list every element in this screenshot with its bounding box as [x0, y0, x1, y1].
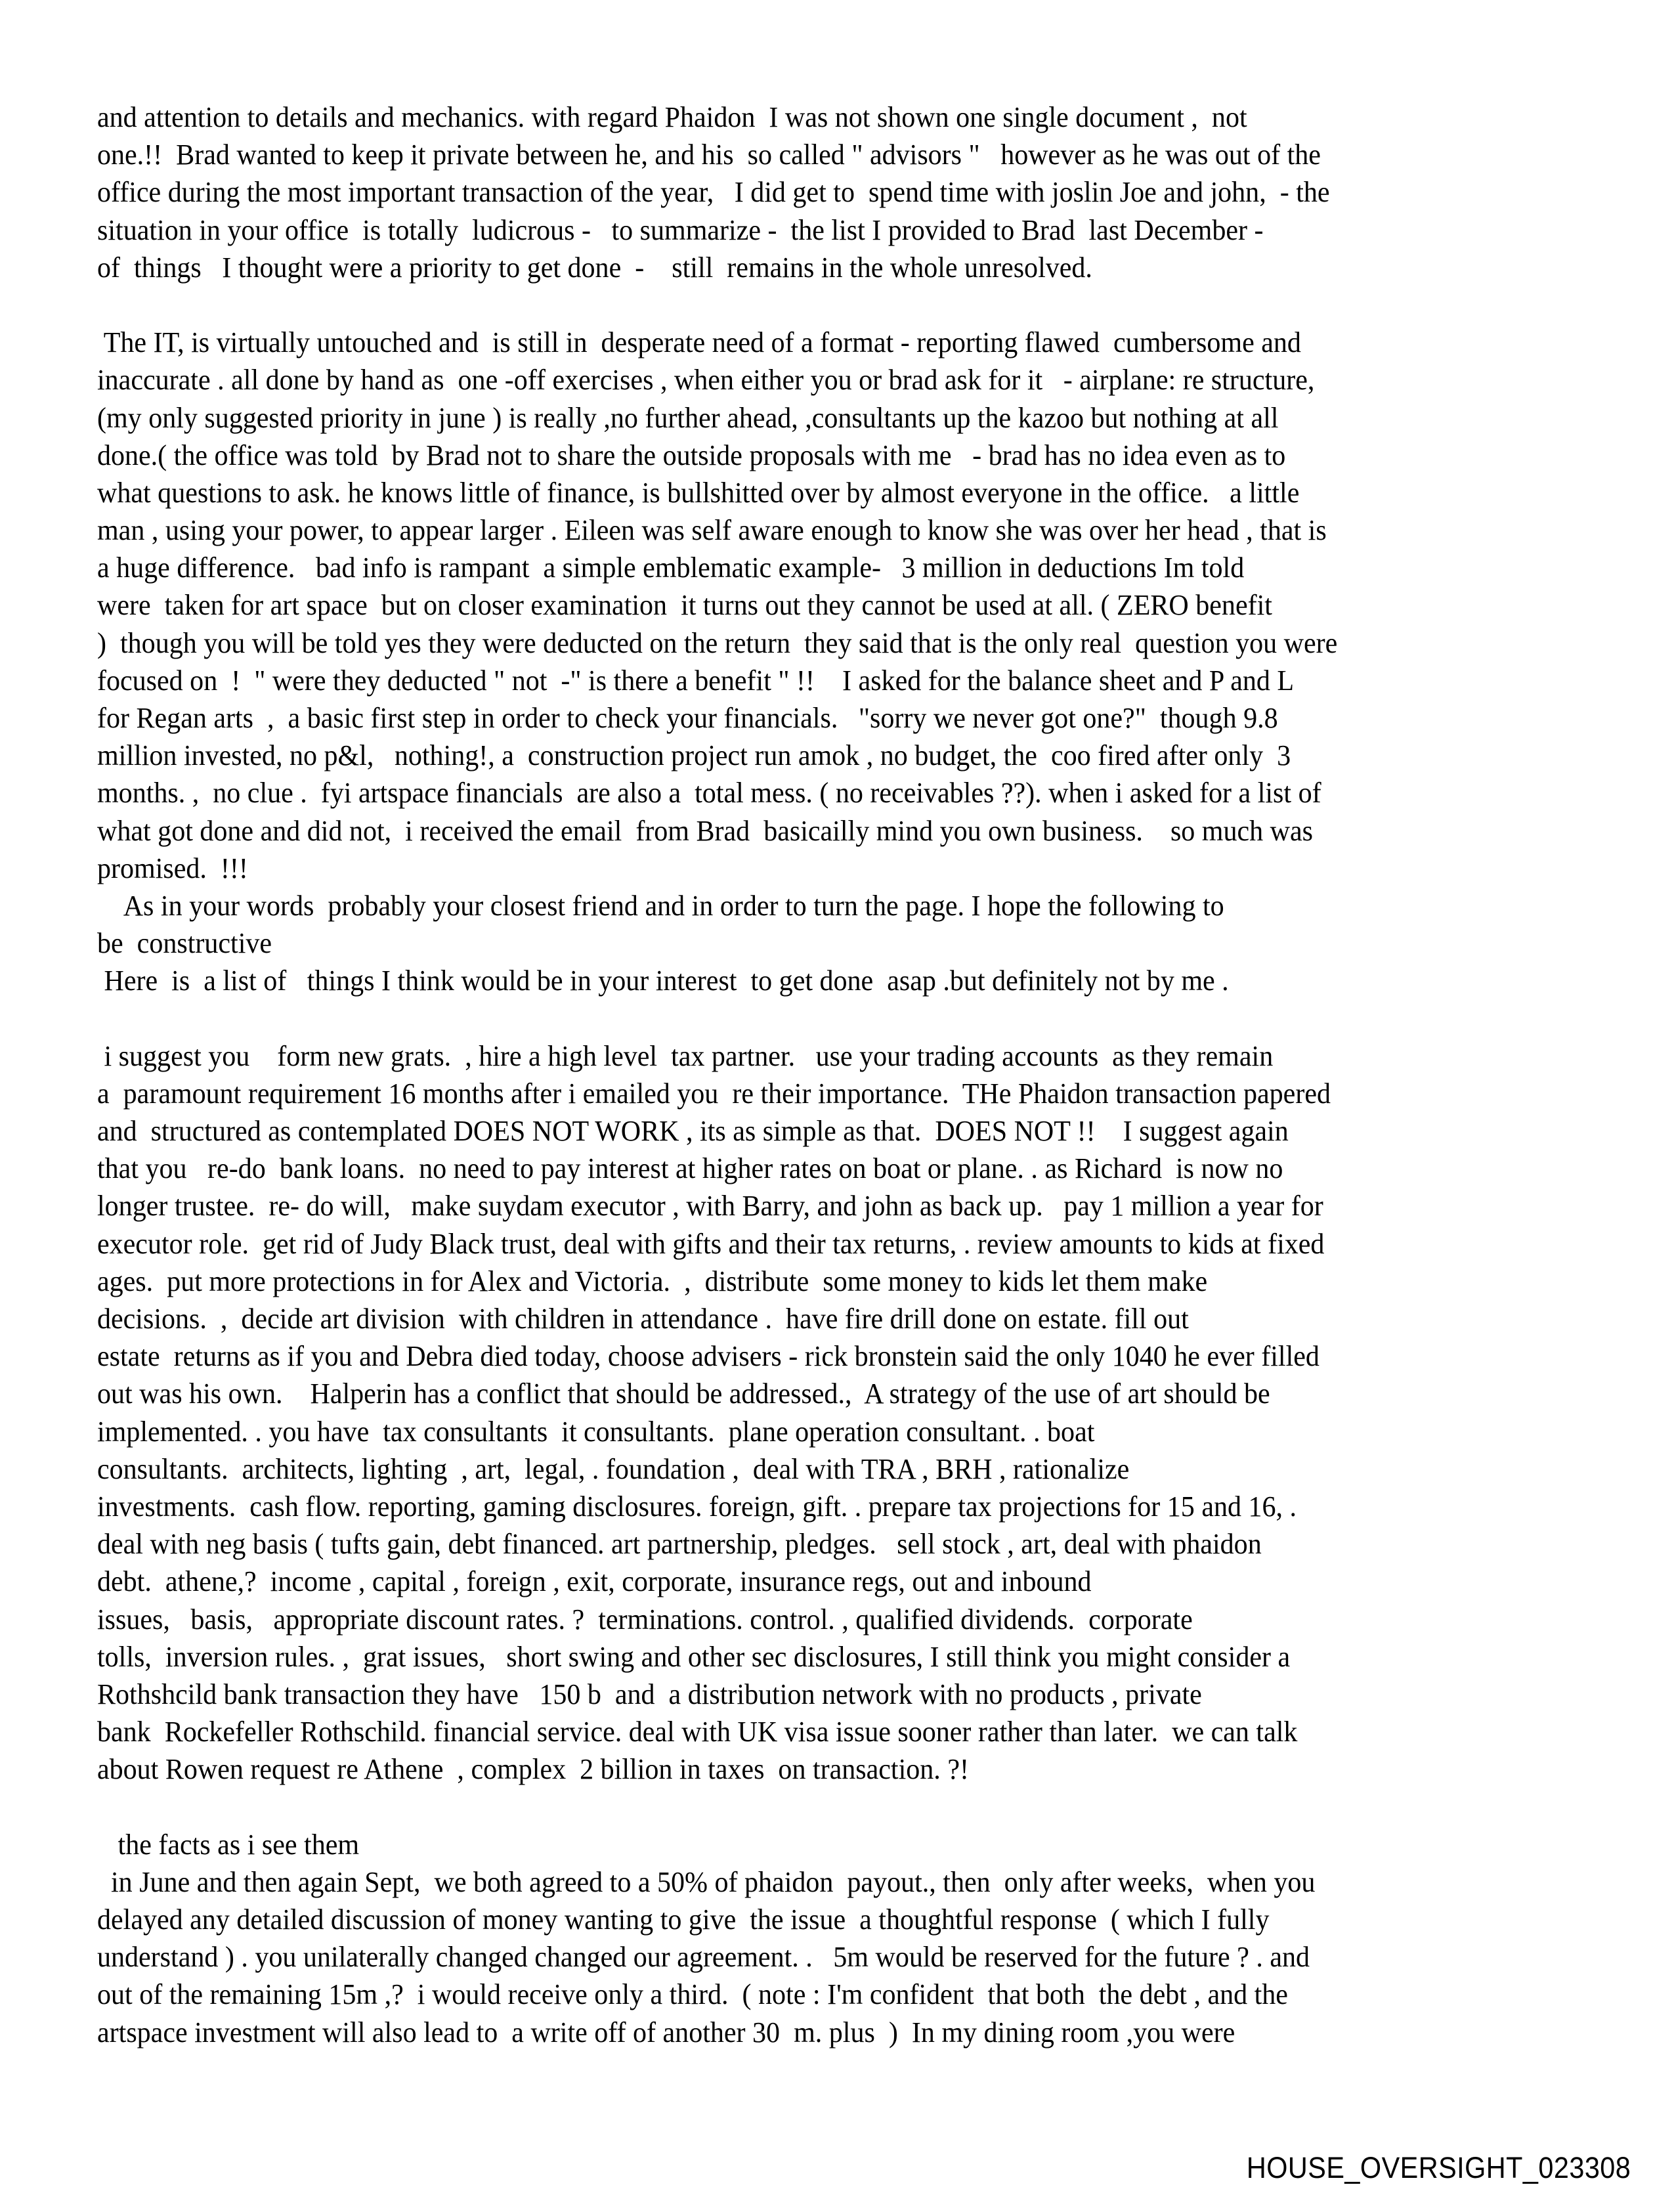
text-line: issues, basis, appropriate discount rates. ? terminations. control. , qualified dividends. corporate: [97, 1603, 1193, 1636]
text-line: Here is a list of things I think would be in your interest to get done asap .but definitely not by me .: [97, 965, 1229, 997]
paragraph-spacer: [97, 1000, 1514, 1037]
text-line: were taken for art space but on closer examination it turns out they cannot be used at all. ( ZERO benefit: [97, 589, 1272, 622]
text-line: understand ) . you unilaterally changed changed our agreement. . 5m would be reserved for the future ? . and: [97, 1941, 1310, 1974]
text-line: what got done and did not, i received the email from Brad basicailly mind you own business. so much was: [97, 814, 1314, 847]
bates-stamp: HOUSE_OVERSIGHT_023308: [1246, 2151, 1631, 2184]
text-line: Rothshcild bank transaction they have 150 b and a distribution network with no products , private: [97, 1678, 1202, 1710]
text-line: debt. athene,? income , capital , foreign , exit, corporate, insurance regs, out and inbound: [97, 1565, 1092, 1598]
text-line: what questions to ask. he knows little of finance, is bullshitted over by almost everyone in the office. a little: [97, 476, 1300, 509]
text-line: executor role. get rid of Judy Black trust, deal with gifts and their tax returns, . review amounts to kids at fixed: [97, 1227, 1325, 1260]
text-line: of things I thought were a priority to get done - still remains in the whole unresolved.: [97, 251, 1092, 284]
text-line: artspace investment will also lead to a write off of another 30 m. plus ) In my dining room ,you were: [97, 2016, 1235, 2049]
paragraph-suggestions-list: [97, 1037, 1514, 1789]
text-line: one.!! Brad wanted to keep it private between he, and his so called " advisors " however as he was out of the: [97, 139, 1321, 171]
text-line: implemented. . you have tax consultants it consultants. plane operation consultant. . boat: [97, 1415, 1095, 1448]
text-line: that you re-do bank loans. no need to pay interest at higher rates on boat or plane. . as Richard is now no: [97, 1152, 1283, 1185]
text-line: ) though you will be told yes they were deducted on the return they said that is the only real question you were: [97, 626, 1338, 659]
paragraph-it-and-office: [97, 324, 1514, 999]
paragraph-phaidon-summary: [97, 98, 1514, 286]
text-line: i suggest you form new grats. , hire a high level tax partner. use your trading accounts as they remain: [97, 1039, 1274, 1072]
text-line: out of the remaining 15m ,? i would receive only a third. ( note : I'm confident that both the debt , and the: [97, 1978, 1288, 2011]
text-line: As in your words probably your closest friend and in order to turn the page. I hope the following to: [97, 889, 1224, 922]
text-line: and structured as contemplated DOES NOT WORK , its as simple as that. DOES NOT !! I suggest again: [97, 1115, 1289, 1148]
letter-body: [97, 98, 1514, 2051]
text-line: (my only suggested priority in june ) is really ,no further ahead, ,consultants up the kazoo but nothing at all: [97, 401, 1279, 434]
text-line: estate returns as if you and Debra died today, choose advisers - rick bronstein said the only 1040 he ever filled: [97, 1340, 1320, 1373]
text-line: be constructive: [97, 927, 272, 960]
text-line: office during the most important transaction of the year, I did get to spend time with joslin Joe and john, - the: [97, 176, 1330, 209]
text-line: the facts as i see them: [97, 1828, 360, 1861]
text-line: delayed any detailed discussion of money wanting to give the issue a thoughtful response ( which I fully: [97, 1903, 1270, 1936]
text-line: inaccurate . all done by hand as one -off exercises , when either you or brad ask for it - airplane: re structure,: [97, 364, 1315, 397]
text-line: deal with neg basis ( tufts gain, debt financed. art partnership, pledges. sell stock , art, deal with phaidon: [97, 1528, 1262, 1561]
text-line: decisions. , decide art division with children in attendance . have fire drill done on estate. fill out: [97, 1303, 1189, 1335]
text-line: out was his own. Halperin has a conflict that should be addressed., A strategy of the use of art should be: [97, 1377, 1270, 1410]
text-line: man , using your power, to appear larger . Eileen was self aware enough to know she was over her head , that is: [97, 514, 1327, 547]
text-line: situation in your office is totally ludicrous - to summarize - the list I provided to Brad last December -: [97, 213, 1264, 246]
text-line: million invested, no p&l, nothing!, a construction project run amok , no budget, the coo fired after only 3: [97, 739, 1291, 772]
text-line: focused on ! " were they deducted " not -" is there a benefit " !! I asked for the balance sheet and P and L: [97, 664, 1295, 697]
text-line: a huge difference. bad info is rampant a simple emblematic example- 3 million in deductions Im told: [97, 552, 1245, 584]
text-line: investments. cash flow. reporting, gaming disclosures. foreign, gift. . prepare tax projections for 15 and 16, .: [97, 1490, 1297, 1523]
text-line: a paramount requirement 16 months after i emailed you re their importance. THe Phaidon transaction papered: [97, 1077, 1331, 1110]
text-line: ages. put more protections in for Alex and Victoria. , distribute some money to kids let them make: [97, 1265, 1208, 1297]
text-line: tolls, inversion rules. , grat issues, short swing and other sec disclosures, I still think you might consider a: [97, 1640, 1291, 1673]
text-line: about Rowen request re Athene , complex 2 billion in taxes on transaction. ?!: [97, 1753, 969, 1786]
text-line: The IT, is virtually untouched and is still in desperate need of a format - reporting flawed cumbersome and: [97, 326, 1301, 359]
text-line: promised. !!!: [97, 852, 248, 884]
paragraph-spacer: [97, 1788, 1514, 1825]
text-line: longer trustee. re- do will, make suydam executor , with Barry, and john as back up. pay 1 million a year for: [97, 1190, 1323, 1223]
paragraph-facts: [97, 1826, 1514, 2051]
text-line: done.( the office was told by Brad not to share the outside proposals with me - brad has no idea even as to: [97, 439, 1286, 471]
text-line: months. , no clue . fyi artspace financials are also a total mess. ( no receivables ??). when i asked for a list of: [97, 777, 1321, 810]
text-line: and attention to details and mechanics. with regard Phaidon I was not shown one single document , not: [97, 101, 1247, 133]
text-line: bank Rockefeller Rothschild. financial service. deal with UK visa issue sooner rather than later. we can talk: [97, 1716, 1298, 1748]
text-line: consultants. architects, lighting , art, legal, . foundation , deal with TRA , BRH , rationalize: [97, 1452, 1130, 1485]
text-line: for Regan arts , a basic first step in order to check your financials. "sorry we never got one?" though 9.8: [97, 702, 1278, 734]
text-line: in June and then again Sept, we both agreed to a 50% of phaidon payout., then only after weeks, when you: [97, 1865, 1316, 1898]
paragraph-spacer: [97, 286, 1514, 324]
